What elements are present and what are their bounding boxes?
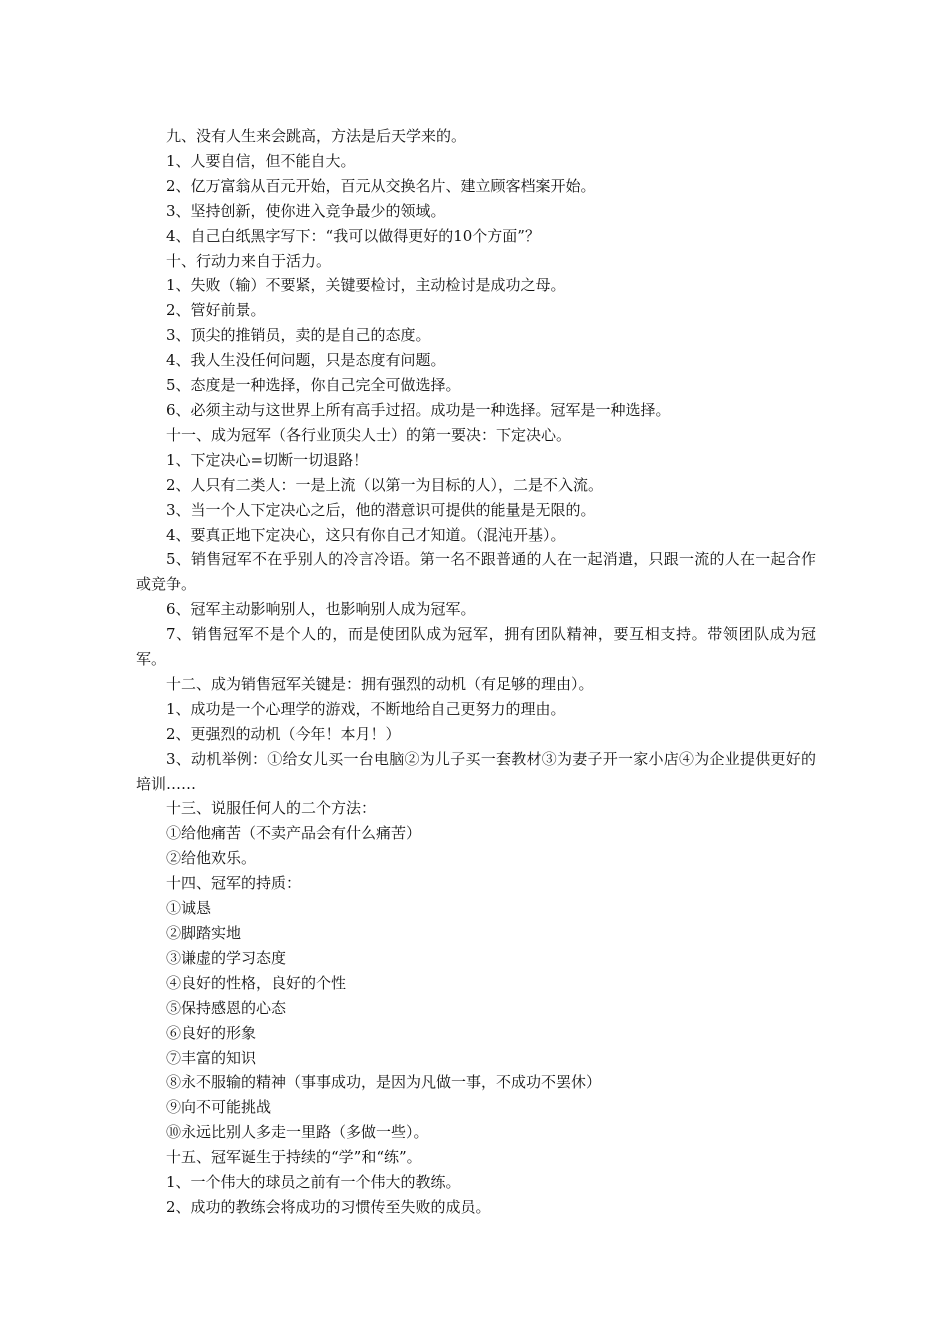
paragraph-line: ④良好的性格，良好的个性	[166, 973, 347, 992]
paragraph-line: ②给他欢乐。	[166, 849, 257, 868]
section-heading-10: 十、行动力来自于活力。	[166, 251, 332, 270]
paragraph-line: ⑩永远比别人多走一里路（多做一些）。	[166, 1123, 429, 1142]
document-page	[136, 124, 816, 1220]
paragraph-line: 1、成功是一个心理学的游戏，不断地给自己更努力的理由。	[166, 699, 566, 718]
section-heading-15: 十五、冠军诞生于持续的“学”和“练”。	[166, 1148, 422, 1167]
paragraph-line: 2、管好前景。	[166, 301, 266, 320]
paragraph-line: ⑥良好的形象	[166, 1023, 257, 1042]
paragraph-line: 1、下定决心=切断一切退路！	[166, 450, 369, 469]
paragraph-line: ①诚恳	[166, 899, 212, 918]
paragraph-line: 3、当一个人下定决心之后，他的潜意识可提供的能量是无限的。	[166, 500, 596, 519]
paragraph-line: 3、顶尖的推销员，卖的是自己的态度。	[166, 326, 431, 345]
paragraph-line: 6、冠军主动影响别人，也影响别人成为冠军。	[166, 600, 476, 619]
paragraph-line: 7、销售冠军不是个人的，而是使团队成为冠军，拥有团队精神，要互相支持。带领团队成为冠军。	[136, 625, 816, 669]
paragraph-line: ⑦丰富的知识	[166, 1048, 257, 1067]
section-heading-11: 十一、成为冠军（各行业顶尖人士）的第一要决：下定决心。	[166, 425, 572, 444]
paragraph-line: 1、失败（输）不要紧，关键要检讨，主动检讨是成功之母。	[166, 276, 566, 295]
paragraph-line: 2、亿万富翁从百元开始，百元从交换名片、建立顾客档案开始。	[166, 176, 596, 195]
paragraph-line: 2、人只有二类人：一是上流（以第一为目标的人），二是不入流。	[166, 475, 604, 494]
paragraph-line: 6、必须主动与这世界上所有高手过招。成功是一种选择。冠军是一种选择。	[166, 400, 671, 419]
paragraph-line: ③谦虚的学习态度	[166, 948, 287, 967]
paragraph-line: 2、更强烈的动机（今年！本月！）	[166, 724, 401, 743]
section-heading-13: 十三、说服任何人的二个方法：	[166, 799, 377, 818]
paragraph-line: ⑤保持感恩的心态	[166, 998, 287, 1017]
paragraph-line: 2、成功的教练会将成功的习惯传至失败的成员。	[166, 1197, 491, 1216]
section-heading-9: 九、没有人生来会跳高，方法是后天学来的。	[166, 127, 467, 145]
paragraph-line: ⑧永不服输的精神（事事成功，是因为凡做一事，不成功不罢休）	[166, 1073, 602, 1092]
paragraph-line: 3、坚持创新，使你进入竞争最少的领域。	[166, 201, 446, 220]
paragraph-line: 4、自己白纸黑字写下：“我可以做得更好的10个方面”？	[166, 226, 540, 245]
paragraph-line: 1、人要自信，但不能自大。	[166, 151, 356, 170]
paragraph-line: 5、态度是一种选择，你自己完全可做选择。	[166, 376, 461, 395]
paragraph-line: 5、销售冠军不在乎别人的冷言冷语。第一名不跟普通的人在一起消遣，只跟一流的人在一起合作或竞争。	[136, 550, 816, 594]
section-heading-12: 十二、成为销售冠军关键是：拥有强烈的动机（有足够的理由）。	[166, 674, 594, 693]
paragraph-line: ②脚踏实地	[166, 924, 242, 942]
paragraph-line: 4、我人生没任何问题，只是态度有问题。	[166, 351, 446, 370]
paragraph-line: 3、动机举例：①给女儿买一台电脑②为儿子买一套教材③为妻子开一家小店④为企业提供更好的培训……	[136, 749, 816, 793]
paragraph-line: ⑨向不可能挑战	[166, 1098, 272, 1117]
paragraph-line: 4、要真正地下定决心，这只有你自己才知道。（混沌开基）。	[166, 525, 566, 544]
paragraph-line: 1、一个伟大的球员之前有一个伟大的教练。	[166, 1173, 461, 1192]
section-heading-14: 十四、冠军的持质：	[166, 874, 302, 893]
paragraph-line: ①给他痛苦（不卖产品会有什么痛苦）	[166, 824, 422, 843]
